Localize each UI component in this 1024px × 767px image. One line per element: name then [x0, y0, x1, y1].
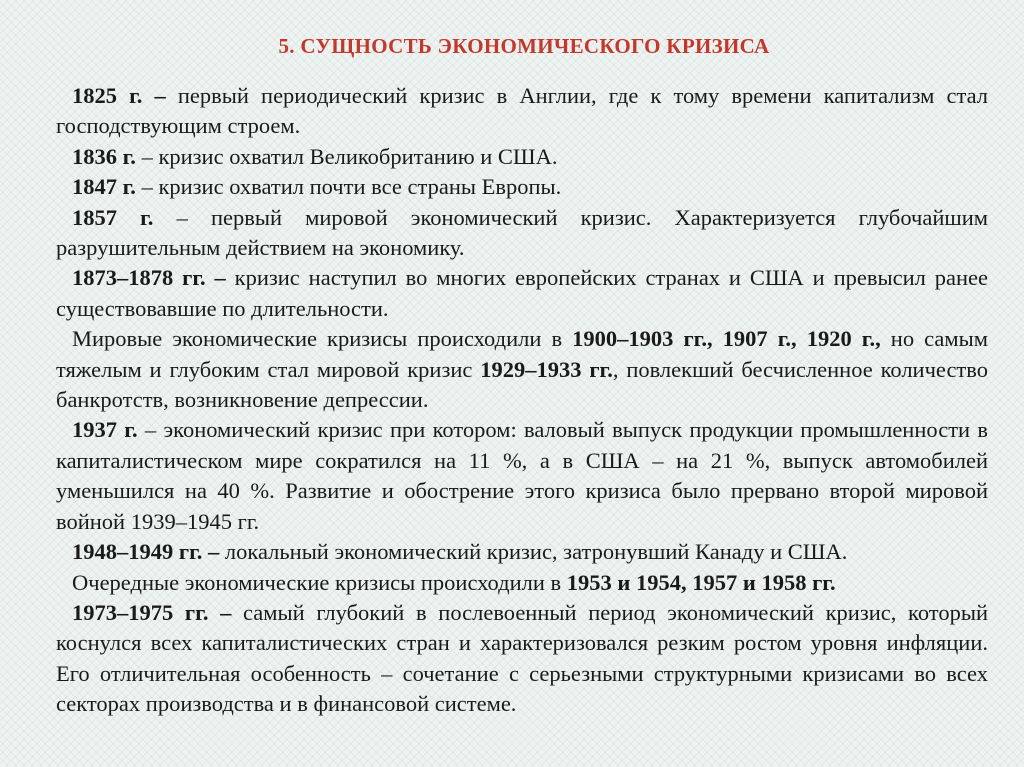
- paragraph-text: кризис наступил во многих европейских странах и США и превысил ранее существовавшие по длительности.: [56, 265, 988, 321]
- paragraph-text: – кризис охватил Великобританию и США.: [135, 143, 558, 169]
- paragraph-1836: [56, 142, 988, 172]
- year-label: 1847 г.: [72, 174, 136, 200]
- paragraph-1973-1975: [56, 598, 988, 720]
- paragraph-text: но самым тяжелым и глубоким стал мировой кризис: [56, 326, 988, 382]
- year-label: 1948–1949 гг. –: [72, 539, 220, 565]
- paragraph-text: Очередные экономические кризисы происходили в: [72, 569, 567, 595]
- paragraph-1948-1949: [56, 537, 988, 567]
- paragraph-text: – кризис охватил почти все страны Европы.: [135, 174, 562, 200]
- year-label: 1836 г.: [72, 143, 136, 169]
- paragraph-1857: [56, 203, 988, 264]
- year-label: 1953 и 1954, 1957 и 1958 гг.: [566, 569, 836, 595]
- year-label: 1825 г. –: [72, 83, 166, 108]
- year-label: 1900–1903 гг., 1907 г., 1920 г.,: [572, 326, 881, 352]
- slide-title: 5. СУЩНОСТЬ ЭКОНОМИЧЕСКОГО КРИЗИСА: [278, 34, 770, 58]
- paragraph-1937: [56, 415, 988, 537]
- year-label: 1873–1878 гг. –: [72, 265, 226, 291]
- paragraph-1847: [56, 172, 988, 202]
- paragraph-text: – экономический кризис при котором: валовый выпуск продукции промышленности в капиталистическом мире сократился на 11 %, а в США – на 21 %, выпуск автомобилей уменьшился на 40 %. Развитие и обострение этого кризиса было прервано второй мировой войной 1939–1945 гг.: [56, 417, 988, 534]
- year-label: 1929–1933 гг.: [480, 356, 613, 382]
- paragraph-world-crises: [56, 324, 988, 415]
- paragraph-next-crises: [56, 568, 988, 598]
- paragraph-text: Мировые экономические кризисы происходили в: [72, 326, 573, 352]
- paragraph-1873-1878: [56, 263, 988, 324]
- paragraph-1825: [56, 81, 988, 142]
- year-label: 1937 г.: [72, 417, 138, 443]
- year-label: 1973–1975 гг. –: [72, 599, 232, 625]
- paragraph-text: , повлекший бесчисленное количество банкротств, возникновение депрессии.: [56, 356, 988, 413]
- paragraph-text: первый периодический кризис в Англии, где к тому времени капитализм стал господствующим строем.: [56, 83, 988, 139]
- paragraph-text: самый глубокий в послевоенный период экономический кризис, который коснулся всех капиталистических стран и характеризовался резким ростом уровня инфляции. Его отличительная особенность – сочетание с серьезными структурными кризисами во всех секторах производства и в финансовой системе.: [56, 599, 988, 717]
- paragraph-text: локальный экономический кризис, затронувший Канаду и США.: [219, 539, 848, 565]
- year-label: 1857 г.: [72, 204, 154, 230]
- paragraph-text: – первый мировой экономический кризис. Характеризуется глубочайшим разрушительным действием на экономику.: [56, 204, 988, 261]
